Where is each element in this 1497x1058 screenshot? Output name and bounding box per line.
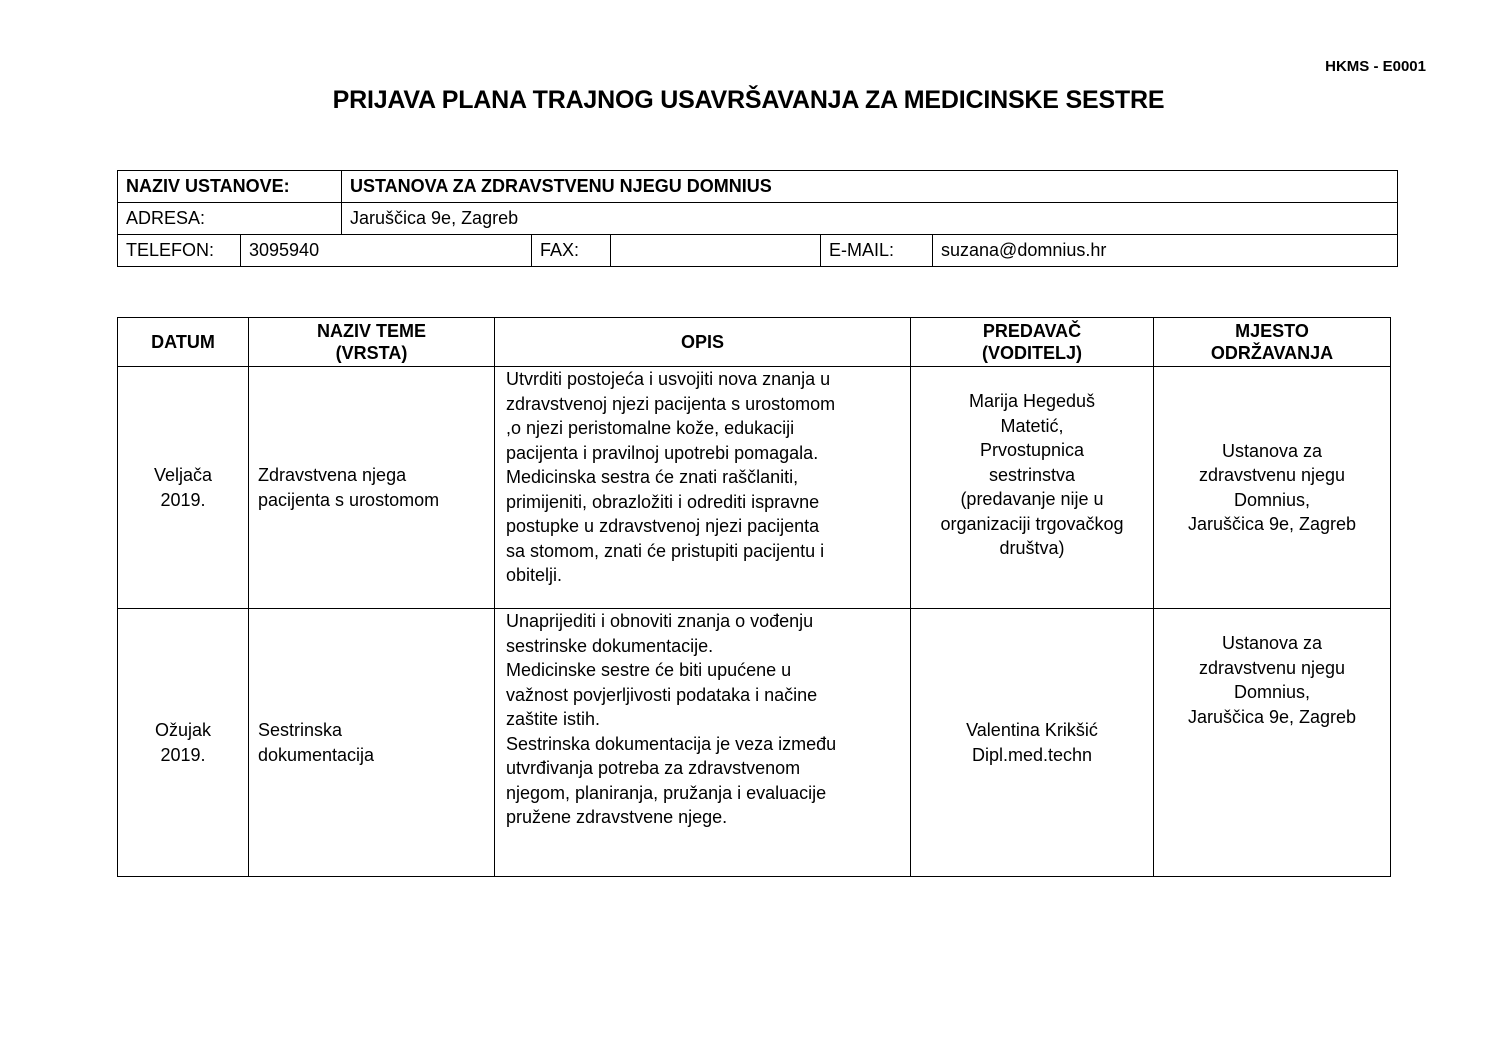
description-line: važnost povjerljivosti podataka i načine [506,684,818,705]
place-line: Domnius, [1233,489,1311,510]
description-line: Utvrditi postojeća i usvojiti nova znanja u [506,369,831,389]
row-date [118,367,249,609]
description-line: sestrinske dokumentacije. [506,635,714,656]
description-line: ,o njezi peristomalne kože, edukaciji [506,418,795,438]
page-title: PRIJAVA PLANA TRAJNOG USAVRŠAVANJA ZA MEDICINSKE SESTRE [332,86,1165,114]
place-line: Ustanova za [1221,440,1323,461]
place-line: Jaruščica 9e, Zagreb [1187,706,1357,727]
fax-value [611,235,821,267]
header-topic [249,318,495,367]
description-line: postupke u zdravstvenoj njezi pacijenta [506,516,820,536]
institution-address-value: Jaruščica 9e, Zagreb [342,203,1398,235]
topic-line: pacijenta s urostomom [258,489,440,510]
description-line: sa stomom, znati će pristupiti pacijentu i [506,540,825,561]
header-topic-line: (VRSTA) [335,343,408,363]
form-code: HKMS - E0001 [1325,58,1426,75]
description-line: njegom, planiranja, pružanja i evaluacije [506,782,827,803]
header-lecturer-line: (VODITELJ) [981,343,1082,363]
description-line: zdravstvenoj njezi pacijenta s urostomom [506,393,836,414]
lecturer-line: sestrinstva [988,464,1076,485]
row-topic [249,609,495,877]
topic-line: dokumentacija [258,744,375,765]
date-line: Ožujak [154,720,212,740]
row-lecturer [911,609,1154,877]
institution-name-row [118,171,1398,203]
phone-value: 3095940 [241,235,532,267]
lecturer-line: organizaciji trgovačkog [940,513,1124,534]
lecturer-line: Valentina Krikšić [966,720,1098,740]
description-line: Medicinske sestre će biti upućene u [506,660,792,680]
row-description [495,367,911,609]
lecturer-line: Prvostupnica [979,440,1085,460]
header-description: OPIS [495,318,911,367]
row-place [1154,609,1391,877]
phone-label: TELEFON: [118,235,241,267]
schedule-row [118,367,1391,609]
description-line: obitelji. [506,565,563,585]
header-place [1154,318,1391,367]
row-lecturer [911,367,1154,609]
row-date [118,609,249,877]
email-label: E-MAIL: [821,235,933,267]
institution-address-row [118,203,1398,235]
lecturer-line: (predavanje nije u [960,489,1104,509]
lecturer-line: Marija Hegeduš [968,391,1096,411]
header-date: DATUM [118,318,249,367]
topic-line: Sestrinska [258,720,343,740]
lecturer-line: Dipl.med.techn [971,744,1093,765]
schedule-header-row [118,318,1391,367]
email-value: suzana@domnius.hr [933,235,1398,267]
lecturer-line: Matetić, [1000,415,1064,436]
institution-address-label: ADRESA: [118,203,342,235]
institution-name-value: USTANOVA ZA ZDRAVSTVENU NJEGU DOMNIUS [342,171,1398,203]
description-line: Unaprijediti i obnoviti znanja o vođenju [506,611,814,631]
description-line: utvrđivanja potreba za zdravstvenom [506,758,801,778]
institution-name-label: NAZIV USTANOVE: [118,171,342,203]
place-line: zdravstvenu njegu [1198,465,1346,485]
row-topic [249,367,495,609]
topic-line: Zdravstvena njega [258,465,407,485]
date-line: 2019. [160,744,206,765]
description-line: pacijenta i pravilnoj upotrebi pomagala. [506,442,819,463]
institution-contact-row [118,235,1398,267]
header-lecturer [911,318,1154,367]
lecturer-line: društva) [999,538,1065,558]
row-description [495,609,911,877]
place-line: zdravstvenu njegu [1198,657,1346,678]
header-lecturer-line: PREDAVAČ [982,321,1082,341]
place-line: Domnius, [1233,682,1311,702]
description-line: Sestrinska dokumentacija je veza između [506,733,837,754]
institution-table [117,170,1398,267]
description-line: pružene zdravstvene njege. [506,807,728,827]
schedule-table [117,317,1391,877]
description-line: Medicinska sestra će znati raščlaniti, [506,467,799,487]
header-topic-line: NAZIV TEME [316,321,426,341]
date-line: Veljača [153,465,213,485]
place-line: Ustanova za [1221,633,1323,653]
place-line: Jaruščica 9e, Zagreb [1187,514,1357,534]
description-line: zaštite istih. [506,709,601,729]
date-line: 2019. [160,489,206,510]
header-place-line: MJESTO [1235,321,1309,341]
schedule-row [118,609,1391,877]
header-place-line: ODRŽAVANJA [1210,343,1334,363]
description-line: primijeniti, obrazložiti i odrediti ispravne [506,491,820,512]
row-place [1154,367,1391,609]
fax-label: FAX: [532,235,611,267]
